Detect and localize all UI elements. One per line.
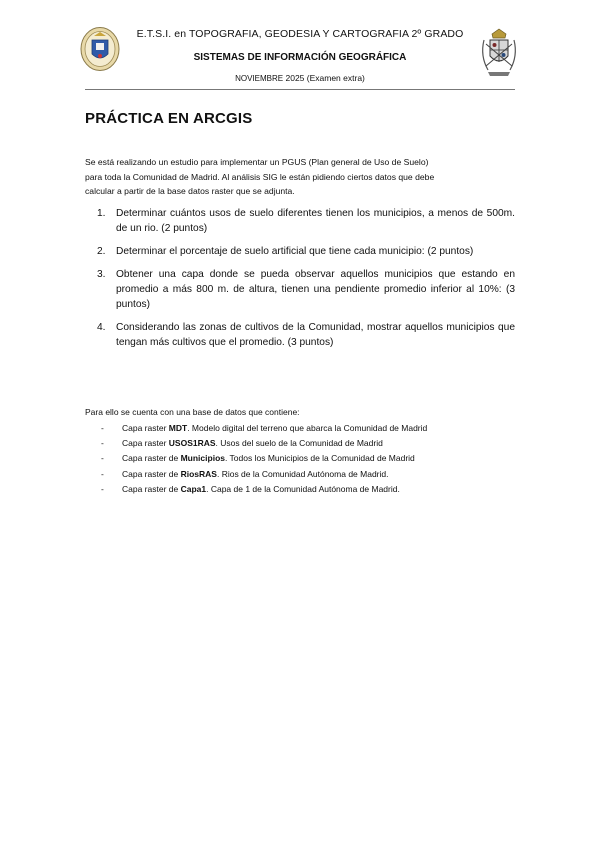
document-header: [80, 22, 520, 90]
layer-prefix: Capa raster: [122, 423, 169, 433]
database-list: [101, 421, 521, 497]
task-number: 1.: [97, 208, 106, 219]
page-title: PRÁCTICA EN ARCGIS: [85, 110, 253, 127]
task-number: 2.: [97, 245, 106, 257]
database-item: [101, 436, 521, 451]
task-item: [97, 320, 515, 350]
list-dash: -: [101, 483, 104, 494]
layer-description: . Usos del suelo de la Comunidad de Madrid: [215, 438, 383, 449]
layer-description: . Capa de 1 de la Comunidad Autónoma de Madrid.: [206, 483, 400, 494]
layer-name: RiosRAS: [180, 468, 217, 479]
school-coat-of-arms-icon: [478, 26, 520, 78]
intro-paragraph: [85, 155, 515, 199]
database-item: [101, 421, 521, 436]
task-item: [97, 206, 515, 236]
layer-name: USOS1RAS: [168, 438, 216, 449]
task-text: Determinar el porcentaje de suelo artificial que tiene cada municipio: (2 puntos): [116, 245, 474, 257]
database-item: [101, 482, 521, 497]
header-divider: [85, 89, 515, 90]
task-text: Determinar cuántos usos de suelo diferentes tienen los municipios, a menos de 500m. de un rio. (2 puntos): [116, 208, 515, 235]
list-dash: -: [101, 468, 104, 479]
header-year-note: 2025 (Examen extra): [285, 73, 365, 83]
layer-description: . Modelo digital del terreno que abarca la Comunidad de Madrid: [187, 423, 428, 433]
task-text: Considerando las zonas de cultivos de la Comunidad, mostrar aquellos municipios que tengan más cultivos que el promedio. (3 puntos): [116, 321, 515, 348]
list-dash: -: [101, 438, 104, 449]
header-school-line: E.T.S.I. en TOPOGRAFIA, GEODESIA Y CARTOGRAFIA 2º GRADO: [136, 28, 464, 40]
intro-line: para toda la Comunidad de Madrid. Al análisis SIG le están pidiendo ciertos datos que debe: [85, 171, 435, 182]
list-dash: -: [101, 423, 104, 433]
list-dash: -: [101, 453, 104, 464]
layer-prefix: Capa raster de: [122, 468, 181, 479]
database-item: [101, 467, 521, 482]
layer-description: . Todos los Municipios de la Comunidad de Madrid: [224, 453, 415, 464]
database-item: [101, 451, 521, 466]
task-item: [97, 267, 515, 313]
layer-name: Capa1: [180, 483, 207, 494]
layer-description: . Rios de la Comunidad Autónoma de Madrid.: [216, 468, 389, 479]
task-text: Obtener una capa donde se pueda observar aquellos municipios que estando en promedio a más 800 m. de altura, tienen una pendiente promedio inferior al 10%: (3 puntos): [116, 268, 515, 311]
database-intro: Para ello se cuenta con una base de datos que contiene:: [85, 407, 300, 417]
intro-line: calcular a partir de la base datos raster que se adjunta.: [85, 186, 295, 196]
layer-prefix: Capa raster: [122, 438, 169, 449]
intro-line: Se está realizando un estudio para implementar un PGUS (Plan general de Uso de Suelo): [85, 157, 429, 167]
layer-name: Municipios: [180, 453, 225, 464]
task-number: 4.: [97, 321, 106, 333]
task-item: [97, 244, 515, 259]
layer-prefix: Capa raster de: [122, 453, 181, 464]
header-exam-date-line: [80, 73, 520, 83]
layer-name: MDT: [168, 423, 188, 433]
header-course-line: SISTEMAS DE INFORMACIÓN GEOGRÁFICA: [193, 52, 407, 63]
layer-prefix: Capa raster de: [122, 483, 181, 494]
header-month: NOVIEMBRE: [235, 74, 284, 83]
task-number: 3.: [97, 268, 106, 280]
task-list: [97, 206, 515, 358]
